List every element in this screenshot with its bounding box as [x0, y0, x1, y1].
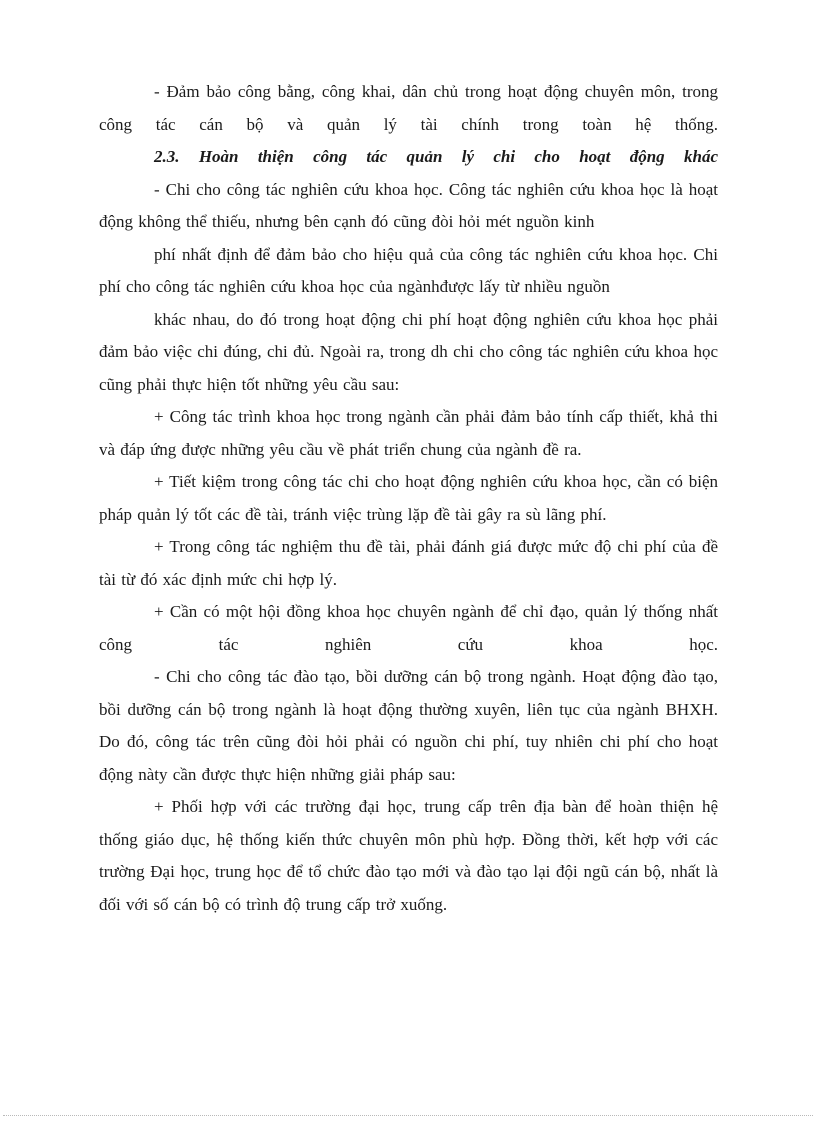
paragraph: + Tiết kiệm trong công tác chi cho hoạt động nghiên cứu khoa học, cần có biện pháp quản lý tốt các đề tài, tránh việc trùng lặp đề tài gây ra sù lãng phí. — [99, 472, 718, 524]
paragraph: + Công tác trình khoa học trong ngành cần phải đảm bảo tính cấp thiết, khả thi và đáp ứng được những yêu cầu về phát triển chung của ngành đề ra. — [99, 407, 718, 459]
paragraph: - Chi cho công tác nghiên cứu khoa học. Công tác nghiên cứu khoa học là hoạt động không thể thiếu, nhưng bên cạnh đó cũng đòi hỏi mét nguồn kinh — [99, 179, 718, 231]
paragraph: khác nhau, do đó trong hoạt động chi phí hoạt động nghiên cứu khoa học phải đảm bảo việc chi đúng, chi đủ. Ngoài ra, trong dh chi cho công tác nghiên cứu khoa học cũng phải thực hiện tốt những yêu cầu sau: — [99, 309, 718, 394]
paragraph: - Chi cho công tác đào tạo, bồi dưỡng cán bộ trong ngành. Hoạt động đào tạo, bồi dưỡng cán bộ trong ngành là hoạt động thường xuyên, liên tục của ngành BHXH. Do đó, công tác trên cũng đòi hỏi phải có nguồn chi phí, tuy nhiên chi phí cho hoạt động nàty cần được thực hiện những giải pháp sau: — [99, 667, 718, 784]
paragraph: + Cần có một hội đồng khoa học chuyên ngành để chỉ đạo, quản lý thống nhất công tác nghiên cứu khoa học. — [99, 602, 718, 654]
paragraph: phí nhất định để đảm bảo cho hiệu quả của công tác nghiên cứu khoa học. Chi phí cho công tác nghiên cứu khoa học của ngànhđược lấy từ nhiều nguồn — [99, 244, 718, 296]
paragraph: + Phối hợp với các trường đại học, trung cấp trên địa bàn để hoàn thiện hệ thống giáo dục, hệ thống kiến thức chuyên môn phù hợp. Đồng thời, kết hợp với các trường Đại học, trung học để tổ chức đào tạo mới và đào tạo lại đội ngũ cán bộ, nhất là đối với số cán bộ có trình độ trung cấp trở xuống. — [99, 797, 718, 914]
page-boundary-dots — [3, 1115, 813, 1116]
section-heading: 2.3. Hoàn thiện công tác quản lý chi cho hoạt động khác — [154, 147, 718, 166]
paragraph: - Đảm bảo công bằng, công khai, dân chủ trong hoạt động chuyên môn, trong công tác cán bộ và quản lý tài chính trong toàn hệ thống. — [99, 82, 718, 134]
paragraph: + Trong công tác nghiệm thu đề tài, phải đánh giá được mức độ chi phí của đề tài từ đó xác định mức chi hợp lý. — [99, 537, 718, 589]
